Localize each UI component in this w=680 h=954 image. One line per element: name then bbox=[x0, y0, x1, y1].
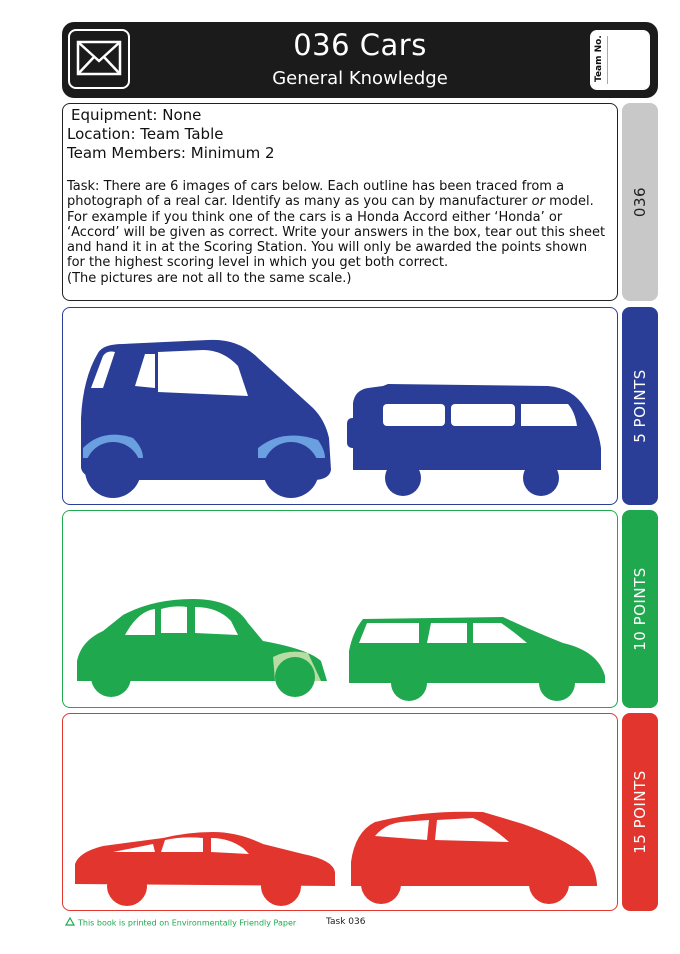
team-number-label: Team No. bbox=[594, 35, 604, 82]
car-silhouette-van bbox=[347, 384, 601, 496]
car-silhouette-coupe bbox=[75, 832, 335, 906]
location-text: Location: Team Table bbox=[67, 125, 224, 143]
level-15-points-label: 15 POINTS bbox=[631, 770, 649, 854]
panel-5-points bbox=[62, 307, 618, 505]
task-text-part1: Task: There are 6 images of cars below. Each outline has been traced from a photograph of a real car. Identify as many as you can by manufacturer bbox=[67, 179, 565, 210]
task-description bbox=[67, 179, 607, 286]
footer-task-label: Task 036 bbox=[326, 917, 366, 927]
level-5-points-label: 5 POINTS bbox=[631, 369, 649, 443]
team-number-box[interactable] bbox=[590, 30, 650, 90]
page-title: 036 Cars bbox=[293, 28, 427, 62]
tab-10-points bbox=[622, 510, 658, 708]
footer-eco-note bbox=[64, 917, 296, 929]
tab-task-code bbox=[622, 103, 658, 301]
page-subtitle: General Knowledge bbox=[272, 68, 448, 89]
task-note: (The pictures are not all to the same scale.) bbox=[67, 270, 352, 286]
task-text-or: or bbox=[531, 194, 545, 210]
equipment-text: Equipment: None bbox=[71, 106, 202, 124]
tab-15-points bbox=[622, 713, 658, 911]
car-silhouette-hatchback bbox=[351, 812, 597, 904]
car-silhouette-estate bbox=[349, 617, 605, 701]
panel-15-points bbox=[62, 713, 618, 911]
recycle-icon bbox=[64, 917, 76, 929]
car-silhouette-smart bbox=[81, 340, 331, 498]
task-text-part2: model. For example if you think one of the cars is a Honda Accord either ‘Honda’ or ‘Accord’ will be given as correct. Write your answers in the box, tear out this sheet and hand it in at the Scoring Station. You will only be awarded the points shown for the highest scoring level in which you get both correct. bbox=[67, 194, 606, 271]
eco-text: This book is printed on Environmentally Friendly Paper bbox=[78, 918, 297, 928]
task-code-label: 036 bbox=[631, 186, 649, 218]
car-silhouette-2cv bbox=[77, 599, 327, 697]
task-info-box bbox=[62, 103, 618, 301]
tab-5-points bbox=[622, 307, 658, 505]
level-10-points-label: 10 POINTS bbox=[631, 567, 649, 651]
header-bar bbox=[62, 22, 658, 98]
panel-10-points bbox=[62, 510, 618, 708]
team-members-text: Team Members: Minimum 2 bbox=[67, 144, 275, 162]
team-number-field[interactable] bbox=[607, 36, 646, 84]
